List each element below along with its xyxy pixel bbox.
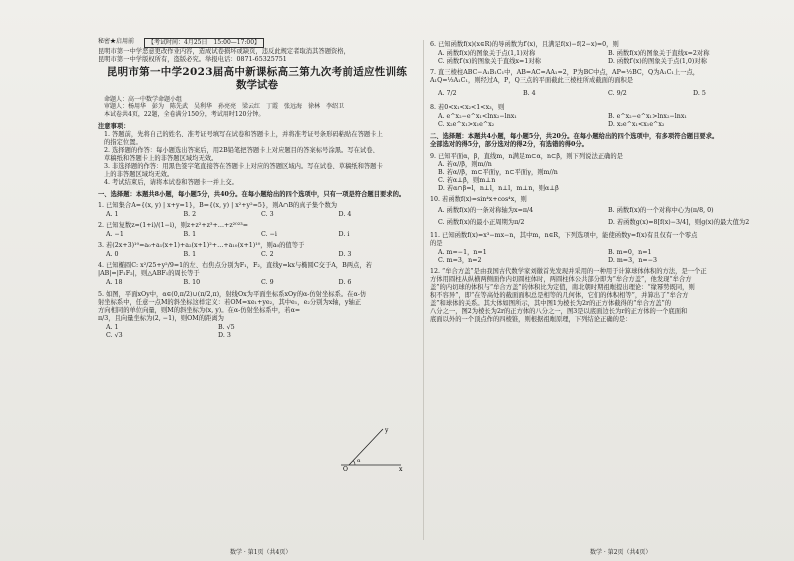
notice-line: 1. 答题前，先将自己的姓名、准考证号填写在试卷和答题卡上，并将准考证号条形码粘贴在答题卡上 xyxy=(104,130,383,138)
notice-line: 上的非答题区域均无效。 xyxy=(104,170,174,178)
y-axis-label: y xyxy=(385,427,389,434)
option-b: B. 函数f(x)的图象关于直线x=2对称 xyxy=(608,50,710,58)
question-stem-cont: 的是 xyxy=(430,239,443,247)
question-stem: 7. 直三棱柱ABC−A₁B₁C₁中，AB=AC=AA₁=2，P为BC中点，AP=½BC，Q为A₁C₁上一点， xyxy=(430,69,700,77)
notice-line: 草稿纸和答题卡上的非答题区域均无效。 xyxy=(104,154,218,162)
question-stem-cont: π/3，且向量坐标为(2, −1)，则OM的距离为 xyxy=(98,314,224,322)
question-stem-cont: 盖”和球体的关系。其大体如图所示，其中图1为棱长为2r的正方体截得的“牟合方盖”的 xyxy=(430,300,672,308)
notice-line: 4. 考试结束后，请将本试卷和答题卡一并上交。 xyxy=(104,178,238,186)
option-b: B. 10 xyxy=(183,279,201,287)
question-stem: 10. 若函数f(x)=sin⁴x+cos⁴x，则 xyxy=(430,195,527,203)
oblique-axes-figure xyxy=(335,425,405,473)
staff-line: 命题人：高一中数学命题小组 xyxy=(104,95,183,103)
section-2-line: 全部选对的得5分，部分选对的得2分，有选错的得0分。 xyxy=(430,141,588,149)
question-stem: 9. 已知平面α，β，直线m，n满足m⊂α，n⊂β，则下列说法正确的是 xyxy=(430,152,623,160)
question-stem-cont: 底面以外的一个顶点作的四棱锥，则根据祖暅原理，下列结论正确的是： xyxy=(430,316,632,324)
question-8 xyxy=(430,104,778,129)
option-c: C. x₂e^x₁>x₁e^x₂ xyxy=(438,121,495,129)
option-d: D. 3 xyxy=(218,331,231,339)
question-stem-cont: |AB|=|F₁F₂|，则△ABF₁的周长等于 xyxy=(98,270,200,278)
option-d: D. 4 xyxy=(338,211,352,219)
question-stem-cont: 方体用圆柱从纵横两侧面作内切圆柱体时，两圆柱体公共部分即为“牟合方盖”，他发现“牟合方 xyxy=(430,275,692,283)
option-a: A. m=−1，n=1 xyxy=(438,248,487,256)
column-divider xyxy=(423,40,424,540)
question-options xyxy=(106,211,416,219)
question-7 xyxy=(430,69,778,98)
option-a: A. 函数f(x)的一条对称轴为x=π/4 xyxy=(438,206,534,214)
option-b: B. 若α//β，m⊂平面γ，n⊂平面γ，则m//n xyxy=(438,168,558,176)
question-options xyxy=(438,113,778,129)
option-c: C. 9/2 xyxy=(608,90,627,98)
option-a: A. 若α//β，则m//n xyxy=(438,160,492,168)
notice-line: 2. 选择题的作答：每小题选出答案后，用2B铅笔把答题卡上对应题目的答案标号涂黑。写在试卷、 xyxy=(104,146,379,154)
option-d: D. 5 xyxy=(693,90,706,98)
notice-line: 的指定位置。 xyxy=(104,138,142,146)
option-b: B. 1 xyxy=(183,231,197,239)
question-stem: 8. 若0<x₁<x₂<1<x₃，则 xyxy=(430,104,505,112)
question-options xyxy=(106,231,416,239)
option-d: D. 3 xyxy=(338,251,352,259)
exam-time: 【考试时间：4月25日 15:00—17:00】 xyxy=(144,38,264,48)
option-b: B. 函数f(x)的一个对称中心为(π/8, 0) xyxy=(608,206,714,214)
option-b: B. 2 xyxy=(183,211,197,219)
question-11 xyxy=(430,232,778,265)
page-footer-left: 数学 · 第1页（共4页） xyxy=(230,549,292,556)
notice-title: 注意事项： xyxy=(98,122,130,130)
question-5 xyxy=(98,290,367,340)
option-a: A. −1 xyxy=(106,231,124,239)
option-a: A. e^x₂−e^x₁<lnx₂−lnx₁ xyxy=(438,113,517,121)
staff-list xyxy=(104,96,416,119)
option-a: A. 0 xyxy=(106,251,119,259)
question-options xyxy=(438,205,778,229)
staff-line: 审题人：杨用华 彭为 陈先武 吴利华 孙亮亮 梁云红 丁霞 张远海 徐林 李绍卫 xyxy=(104,103,345,111)
question-options xyxy=(438,90,778,98)
header-notice-2: 昆明市第一中学版权所有，盗版必究。举报电话：0871-65325751 xyxy=(98,55,287,63)
option-d: D. x₂e^x₁<x₁e^x₂ xyxy=(608,121,665,129)
option-c: C. m=3，n=2 xyxy=(438,256,482,264)
question-1 xyxy=(98,202,416,219)
notice-list xyxy=(104,131,416,187)
page-footer-right: 数学 · 第2页（共4页） xyxy=(590,549,652,556)
option-d: D. i xyxy=(338,231,350,239)
option-c: C. −i xyxy=(261,231,277,239)
question-2 xyxy=(98,222,416,239)
question-stem: 6. 已知函数f(x)(x∈R)的导函数为f′(x)，且满足f(x)−f(2−x)=0，则 xyxy=(430,41,619,48)
option-b: B. 4 xyxy=(523,90,536,98)
question-stem: 12. “牟合方盖”是由我国古代数学家刘徽首先发现并采用的一种用于计算球体体积的方法，是一个正 xyxy=(430,267,707,275)
origin-label: O xyxy=(343,466,348,473)
section-2-line: 二、选择题：本题共4小题，每小题5分，共20分。在每小题给出的四个选项中，有多项符合题目要求。 xyxy=(430,133,719,141)
question-10 xyxy=(430,196,778,229)
question-stem: 4. 已知椭圆C: x²/25+y²/9=1的左、右焦点分别为F₁，F₂，直线y=kx与椭圆C交于A，B两点，若 xyxy=(98,262,372,270)
exam-header xyxy=(98,38,416,48)
option-c: C. 3 xyxy=(261,211,274,219)
option-a: A. 18 xyxy=(106,279,123,287)
option-b: B. m=0，n=1 xyxy=(608,248,652,256)
option-d: D. 函数f′(x)的图象关于点(1,0)对称 xyxy=(608,58,707,66)
option-a: A. 1 xyxy=(106,211,119,219)
x-axis-label: x xyxy=(399,466,403,473)
question-stem-cont: 盖”的内切球的体积与“牟合方盖”的体积比为定值，南北朝时期祖暅提出理论：“缘幂势既同，则 xyxy=(430,283,695,291)
option-d: D. 若α∩β=l，n⊥l，n⊥l，m⊥n，则α⊥β xyxy=(438,184,559,192)
question-6 xyxy=(430,41,778,66)
question-9 xyxy=(430,153,778,193)
question-options xyxy=(438,50,778,66)
notice-line: 3. 非选择题的作答：用黑色签字笔直接答在答题卡上对应的答题区域内。写在试卷、草稿纸和答题卡 xyxy=(104,162,383,170)
option-a: A. 1 xyxy=(106,323,119,331)
question-stem: 1. 已知集合A={(x, y) | x+y=1}，B={(x, y) | x²+y²=5}，则A∩B的真子集个数为 xyxy=(98,202,338,210)
question-12 xyxy=(430,268,778,324)
option-b: B. √5 xyxy=(218,323,235,331)
header-notice-1: 昆明市第一中学恶意更改作业内容，造成试卷损坏或缺页，违反此规定者取消其答题资格， xyxy=(98,47,350,55)
staff-line: 本试卷共4页，22题，全卷满分150分，考试用时120分钟。 xyxy=(104,110,265,118)
option-a: A. 函数f(x)的图象关于点(1,1)对称 xyxy=(438,50,536,58)
option-d: D. 6 xyxy=(338,279,352,287)
option-d: D. 若函数g(x)=8[f(x)−3/4]，则g(x)的最大值为2 xyxy=(608,218,750,226)
option-c: C. 函数f′(x)的图象关于直线x=1对称 xyxy=(438,58,541,66)
option-c: C. 2 xyxy=(261,251,274,259)
question-stem: 5. 如图，平面xOy中，α∈(0,π/2)∪(π/2,π)，射线Ox为平面坐标系xOy的α-仿射坐标系。在α-仿 xyxy=(98,290,367,298)
left-column xyxy=(98,38,416,343)
option-a: A. 7/2 xyxy=(438,90,457,98)
secret-label: 秘密★启用前 xyxy=(98,38,135,45)
exam-subtitle: 数学试卷 xyxy=(236,79,278,92)
section-1-heading: 一、选择题：本题共8小题，每小题5分，共40分。在每小题给出的四个选项中，只有一项是符合题目要求的。 xyxy=(98,191,406,199)
question-3 xyxy=(98,242,416,259)
question-stem-cont: 积不容异”，即“在等高处的截面面积总是相等的几何体，它们的体积相等”，并算出了“牟合方 xyxy=(430,292,689,300)
question-stem: 3. 若(2x+3)¹⁰=a₀+a₁(x+1)+a₂(x+1)²+…+a₁₀(x+1)¹⁰，则a₀的值等于 xyxy=(98,242,305,250)
question-stem-cont: 八分之一，图2为棱长为2r的正方体的八分之一，图3是以底面边长为r的正方体的一个底面和 xyxy=(430,308,688,316)
option-c: C. √3 xyxy=(106,331,123,339)
question-stem-cont: 方向相同的单位向量，则M的斜坐标为(x, y)。在α-仿射坐标系中，若α= xyxy=(98,306,301,314)
option-d: D. m=3，n=−3 xyxy=(608,256,657,264)
right-column xyxy=(430,38,778,324)
exam-title: 昆明市第一中学2023届高中新课标高三第九次考前适应性训练 xyxy=(106,65,408,78)
question-options xyxy=(106,324,330,340)
option-b: B. e^x₂−e^x₁>lnx₂−lnx₁ xyxy=(608,113,687,121)
y-axis-line xyxy=(349,429,383,465)
section-2-heading xyxy=(430,133,778,149)
option-c: C. 若α⊥β，则m⊥n xyxy=(438,176,496,184)
angle-arc xyxy=(353,461,355,466)
question-options xyxy=(438,249,778,265)
angle-label: α xyxy=(357,458,361,464)
question-stem-cont: 射坐标系中，任意一点M的斜坐标这样定义：若OM=xe₁+ye₂，其中e₁，e₂分别为x轴，y轴正 xyxy=(98,298,362,306)
question-stem: 11. 已知函数f(x)=x³−mx−n，其中m，n∈R，下列选项中，能使函数y=f(x)有且仅有一个零点 xyxy=(430,231,698,239)
option-c: C. 9 xyxy=(261,279,274,287)
question-options xyxy=(106,279,416,287)
option-c: C. 函数f(x)的最小正周期为π/2 xyxy=(438,218,525,226)
question-options xyxy=(106,251,416,259)
question-stem-cont: A₁Q=⅓A₁C₁，则经过A，P，Q三点的平面截此三棱柱所成截面的面积是 xyxy=(430,77,634,85)
option-b: B. 1 xyxy=(183,251,197,259)
question-4 xyxy=(98,262,416,287)
question-stem: 2. 已知复数z=(1+i)/(1−i)，则z+z²+z³+…+z²⁰²³= xyxy=(98,222,249,230)
